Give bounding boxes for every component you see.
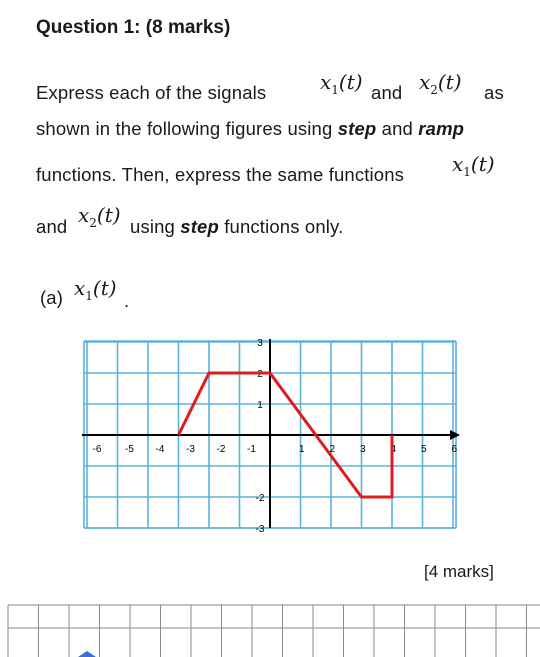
marks-label: [4 marks] [424, 562, 494, 581]
line4-text: using step functions only. [130, 216, 344, 237]
x-tick-label: -2 [216, 444, 226, 455]
x-tick-label: 1 [299, 444, 305, 455]
y-tick-label: -3 [255, 524, 265, 535]
x-tick-label: -5 [125, 444, 134, 455]
part-a-label: (a) [40, 287, 64, 308]
math-x1: $x_1(t)$ [320, 70, 363, 97]
x-tick-label: -6 [92, 444, 102, 455]
y-tick-label: 3 [257, 338, 263, 349]
line4-and: and [36, 216, 68, 237]
math-x2: $x_2(t)$ [78, 203, 121, 230]
y-tick-label: 1 [257, 400, 263, 411]
part-a-dot: . [124, 290, 130, 311]
answer-grid [0, 600, 540, 657]
math-x2: $x_2(t)$ [419, 70, 462, 97]
line1-and: and [371, 82, 403, 103]
x-tick-label: -4 [155, 444, 165, 455]
y-tick-label: 2 [257, 369, 263, 380]
x-tick-label: 6 [451, 444, 458, 455]
x-axis-arrow [450, 430, 460, 440]
y-tick-label: -2 [255, 493, 265, 504]
line1-text: Express each of the signals [36, 82, 267, 103]
line2-text: shown in the following figures using step and ramp [36, 118, 465, 139]
caret-icon [78, 651, 96, 657]
line1-as: as [484, 82, 504, 103]
x-tick-label: 3 [360, 444, 366, 455]
x-tick-label: 4 [390, 444, 397, 455]
math-x1: $x_1(t)$ [452, 152, 495, 179]
x-tick-label: -1 [247, 444, 256, 455]
question-title: Question 1: (8 marks) [36, 17, 231, 38]
line3-text: functions. Then, express the same functions [36, 164, 405, 185]
x-tick-label: 5 [421, 444, 427, 455]
x-tick-label: -3 [186, 444, 195, 455]
x-tick-label: 2 [329, 444, 336, 455]
math-x1: $x_1(t)$ [74, 276, 117, 303]
